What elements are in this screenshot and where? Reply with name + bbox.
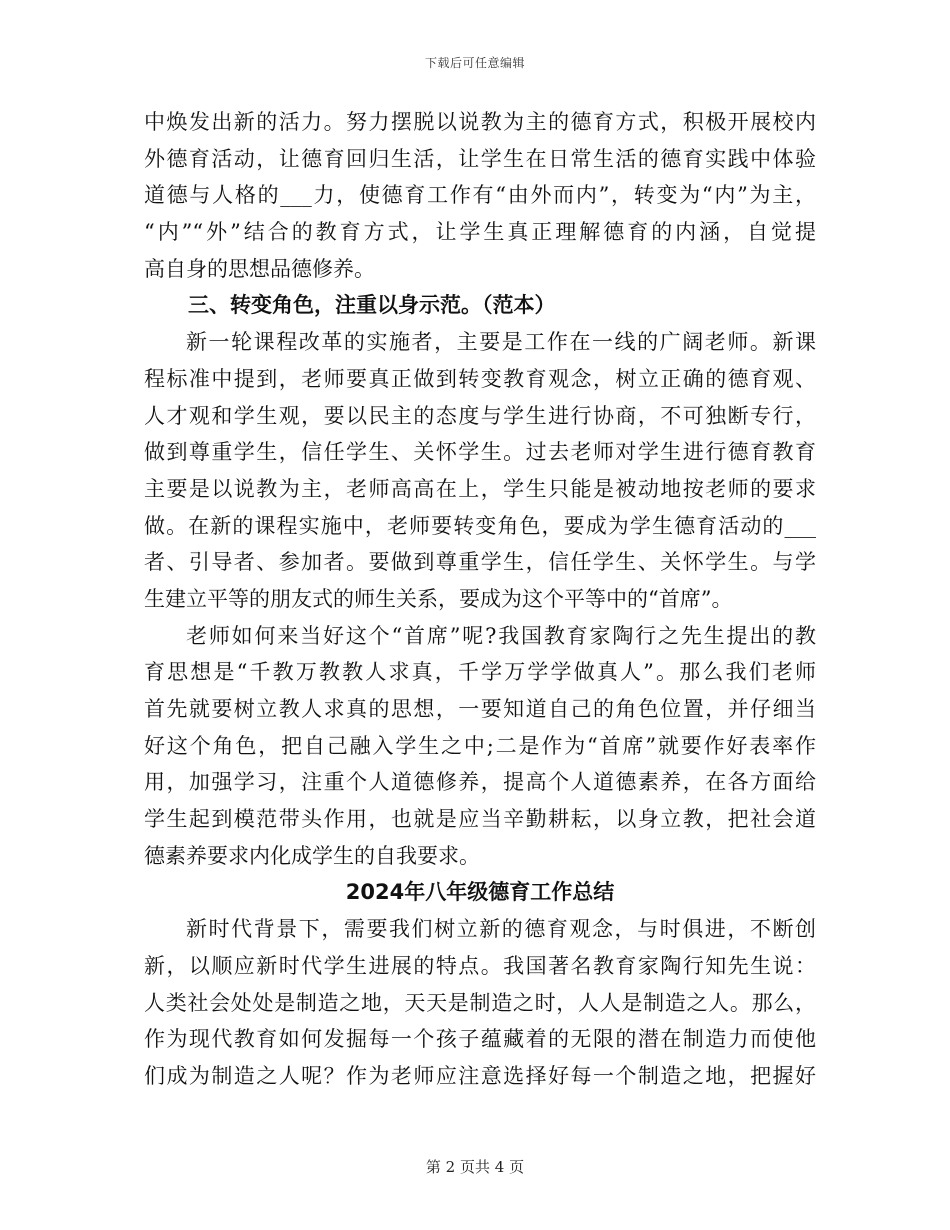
text-line: 育思想是“千教万教教人求真，千学万学学做真人”。那么我们老师 xyxy=(144,660,816,685)
text-line: 道德与人格的___力，使德育工作有“由外而内”，转变为“内”为主， xyxy=(144,183,816,208)
text-line: 新，以顺应新时代学生进展的特点。我国著名教育家陶行知先生说： xyxy=(144,953,816,978)
text-line: “内”“外”结合的教育方式，让学生真正理解德育的内涵，自觉提 xyxy=(144,220,816,245)
document-body xyxy=(144,104,816,1095)
text-line: 外德育活动，让德育回归生活，让学生在日常生活的德育实践中体验 xyxy=(144,146,816,171)
page-footer: 第 2 页共 4 页 xyxy=(425,1158,525,1176)
text-line: 用，加强学习，注重个人道德修养，提高个人道德素养，在各方面给 xyxy=(144,770,816,795)
text-line: 主要是以说教为主，老师高高在上，学生只能是被动地按老师的要求 xyxy=(144,476,816,501)
text-line: 程标准中提到，老师要真正做到转变教育观念，树立正确的德育观、 xyxy=(144,366,816,391)
document-title: 2024年八年级德育工作总结 xyxy=(345,880,615,905)
paragraph-first-line: 新一轮课程改革的实施者，主要是工作在一线的广阔老师。新课 xyxy=(186,330,816,355)
paragraph-first-line: 新时代背景下，需要我们树立新的德育观念，与时俱进，不断创 xyxy=(186,917,816,942)
text-line: 生建立平等的朋友式的师生关系，要成为这个平等中的“首席”。 xyxy=(144,586,733,611)
text-line: 人类社会处处是制造之地，天天是制造之时，人人是制造之人。那么， xyxy=(144,990,816,1015)
page-header: 下载后可任意编辑 xyxy=(424,56,525,70)
text-line: 作为现代教育如何发掘每一个孩子蕴藏着的无限的潜在制造力而使他 xyxy=(144,1027,816,1052)
text-line: 人才观和学生观，要以民主的态度与学生进行协商，不可独断专行， xyxy=(144,403,816,428)
text-line: 首先就要树立教人求真的思想，一要知道自己的角色位置，并仔细当 xyxy=(144,697,816,721)
text-line: 做到尊重学生，信任学生、关怀学生。过去老师对学生进行德育教育 xyxy=(144,440,816,465)
text-line: 中焕发出新的活力。努力摆脱以说教为主的德育方式，积极开展校内 xyxy=(144,110,816,134)
paragraph-first-line: 老师如何来当好这个“首席”呢?我国教育家陶行之先生提出的教 xyxy=(186,623,816,648)
text-line: 德素养要求内化成学生的自我要求。 xyxy=(144,843,480,868)
section-heading: 三、转变角色，注重以身示范。（范本） xyxy=(188,293,556,318)
text-line: 好这个角色，把自己融入学生之中;二是作为“首席”就要作好表率作 xyxy=(144,733,816,758)
text-line: 做。在新的课程实施中，老师要转变角色，要成为学生德育活动的___ xyxy=(144,513,816,538)
text-line: 学生起到模范带头作用，也就是应当辛勤耕耘，以身立教，把社会道 xyxy=(144,807,816,832)
text-line: 们成为制造之人呢？作为老师应注意选择好每一个制造之地，把握好 xyxy=(144,1063,816,1088)
text-line: 高自身的思想品德修养。 xyxy=(144,256,375,281)
text-line: 者、引导者、参加者。要做到尊重学生，信任学生、关怀学生。与学 xyxy=(144,550,816,575)
